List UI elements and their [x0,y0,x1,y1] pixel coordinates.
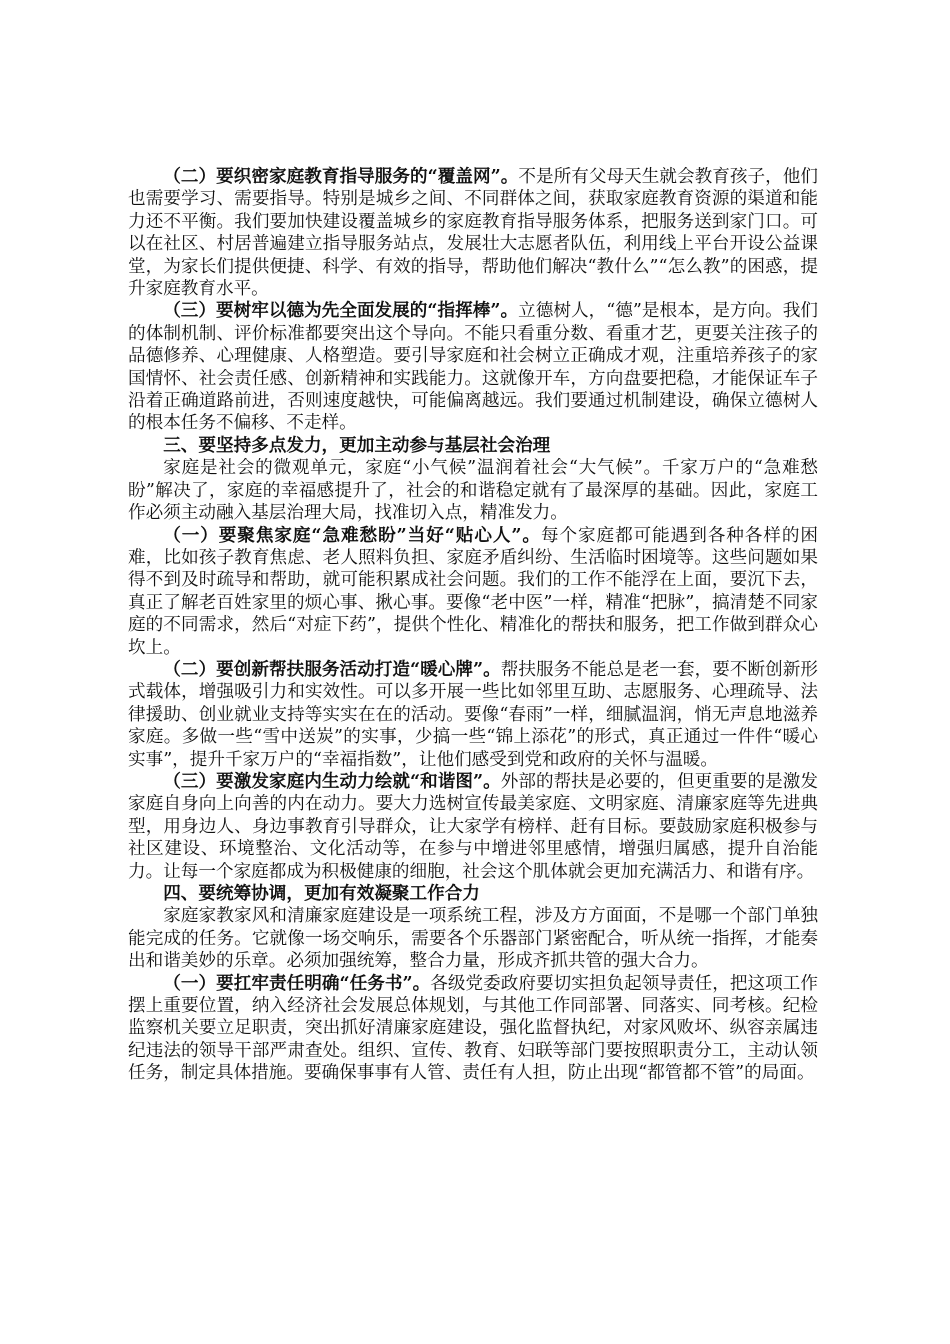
paragraph-body: 家庭是社会的微观单元，家庭“小气候”温润着社会“大气候”。千家万户的“急难愁盼”解决了，家庭的幸福感提升了，社会的和谐稳定就有了最深厚的基础。因此，家庭工作必须主动融入基层治理大局，找准切入点，精准发力。 [128,458,818,524]
paragraph-moral-baton [128,300,818,434]
paragraph-lead: （二）要创新帮扶服务活动打造“暖心牌”。 [163,658,501,680]
paragraph-body: 每个家庭都可能遇到各种各样的困难，比如孩子教育焦虑、老人照料负担、家庭矛盾纠纷、生活临时困境等。这些问题如果得不到及时疏导和帮助，就可能积累成社会问题。我们的工作不能浮在上面，要沉下去，真正了解老百姓家里的烦心事、揪心事。要像“老中医”一样，精准“把脉”，搞清楚不同家庭的不同需求，然后“对症下药”，提供个性化、精准化的帮扶和服务，把工作做到群众心坎上。 [128,525,818,658]
paragraph-system-engineering [128,905,818,972]
paragraph-lead: （一）要聚焦家庭“急难愁盼”当好“贴心人”。 [163,524,541,546]
paragraph-warm-brand [128,659,818,771]
paragraph-body: 家庭家教家风和清廉家庭建设是一项系统工程，涉及方方面面，不是哪一个部门单独能完成的任务。它就像一场交响乐，需要各个乐器部门紧密配合，听从统一指挥，才能奏出和谐美妙的乐章。必须加强统筹，整合力量，形成齐抓共管的强大合力。 [128,906,818,972]
document-page [128,166,818,1085]
paragraph-family-micro-unit [128,457,818,524]
section-heading-three: 三、要坚持多点发力，更加主动参与基层社会治理 [163,434,551,456]
paragraph-body: 帮扶服务不能总是老一套，要不断创新形式载体，增强吸引力和实效性。可以多开展一些比如邻里互助、志愿服务、心理疏导、法律援助、创业就业支持等实实在在的活动。要像“春雨”一样，细腻温润，悄无声息地滋养家庭。多做一些“雪中送炭”的实事，少搞一些“锦上添花”的形式，真正通过一件件“暖心实事”，提升千家万户的“幸福指数”，让他们感受到党和政府的关怀与温暖。 [128,659,818,770]
paragraph-body: 立德树人，“德”是根本，是方向。我们的体制机制、评价标准都要突出这个导向。不能只看重分数、看重才艺，更要关注孩子的品德修养、心理健康、人格塑造。要引导家庭和社会树立正确成才观，注重培养孩子的家国情怀、社会责任感、创新精神和实践能力。这就像开车，方向盘要把稳，才能保证车子沿着正确道路前进，否则速度越快，可能偏离越远。我们要通过机制建设，确保立德树人的根本任务不偏移、不走样。 [128,301,818,434]
paragraph-body: 不是所有父母天生就会教育孩子，他们也需要学习、需要指导。特别是城乡之间、不同群体之间，获取家庭教育资源的渠道和能力还不平衡。我们要加快建设覆盖城乡的家庭教育指导服务体系，把服务送到家门口。可以在社区、村居普遍建立指导服务站点，发展壮大志愿者队伍，利用线上平台开设公益课堂，为家长们提供便捷、科学、有效的指导，帮助他们解决“教什么”“怎么教”的困惑，提升家庭教育水平。 [128,167,818,300]
paragraph-lead: （三）要树牢以德为先全面发展的“指挥棒”。 [163,300,519,322]
section-heading-four: 四、要统筹协调，更加有效凝聚工作合力 [163,883,480,904]
paragraph-lead: （二）要织密家庭教育指导服务的“覆盖网”。 [163,166,519,187]
paragraph-coverage-network [128,166,818,300]
paragraph-body: 各级党委政府要切实担负起领导责任，把这项工作摆上重要位置，纳入经济社会发展总体规划，与其他工作同部署、同落实、同考核。纪检监察机关要立足职责，突出抓好清廉家庭建设，强化监督执纪，对家风败坏、纵容亲属违纪违法的领导干部严肃查处。组织、宣传、教育、妇联等部门要按照职责分工，主动认领任务，制定具体措施。要确保事事有人管、责任有人担，防止出现“都管都不管”的局面。 [128,973,818,1084]
paragraph-lead: （一）要扛牢责任明确“任务书”。 [163,972,431,994]
paragraph-lead: （三）要激发家庭内生动力绘就“和谐图”。 [163,770,501,792]
paragraph-harmony-picture [128,771,818,883]
paragraph-body: 外部的帮扶是必要的，但更重要的是激发家庭自身向上向善的内在动力。要大力选树宣传最美家庭、文明家庭、清廉家庭等先进典型，用身边人、身边事教育引导群众，让大家学有榜样、赶有目标。要鼓励家庭积极参与社区建设、环境整治、文化活动等，在参与中增进邻里感情，增强归属感，提升自治能力。让每一个家庭都成为积极健康的细胞，社会这个肌体就会更加充满活力、和谐有序。 [128,771,818,882]
paragraph-task-book [128,973,818,1085]
paragraph-close-helper [128,525,818,659]
